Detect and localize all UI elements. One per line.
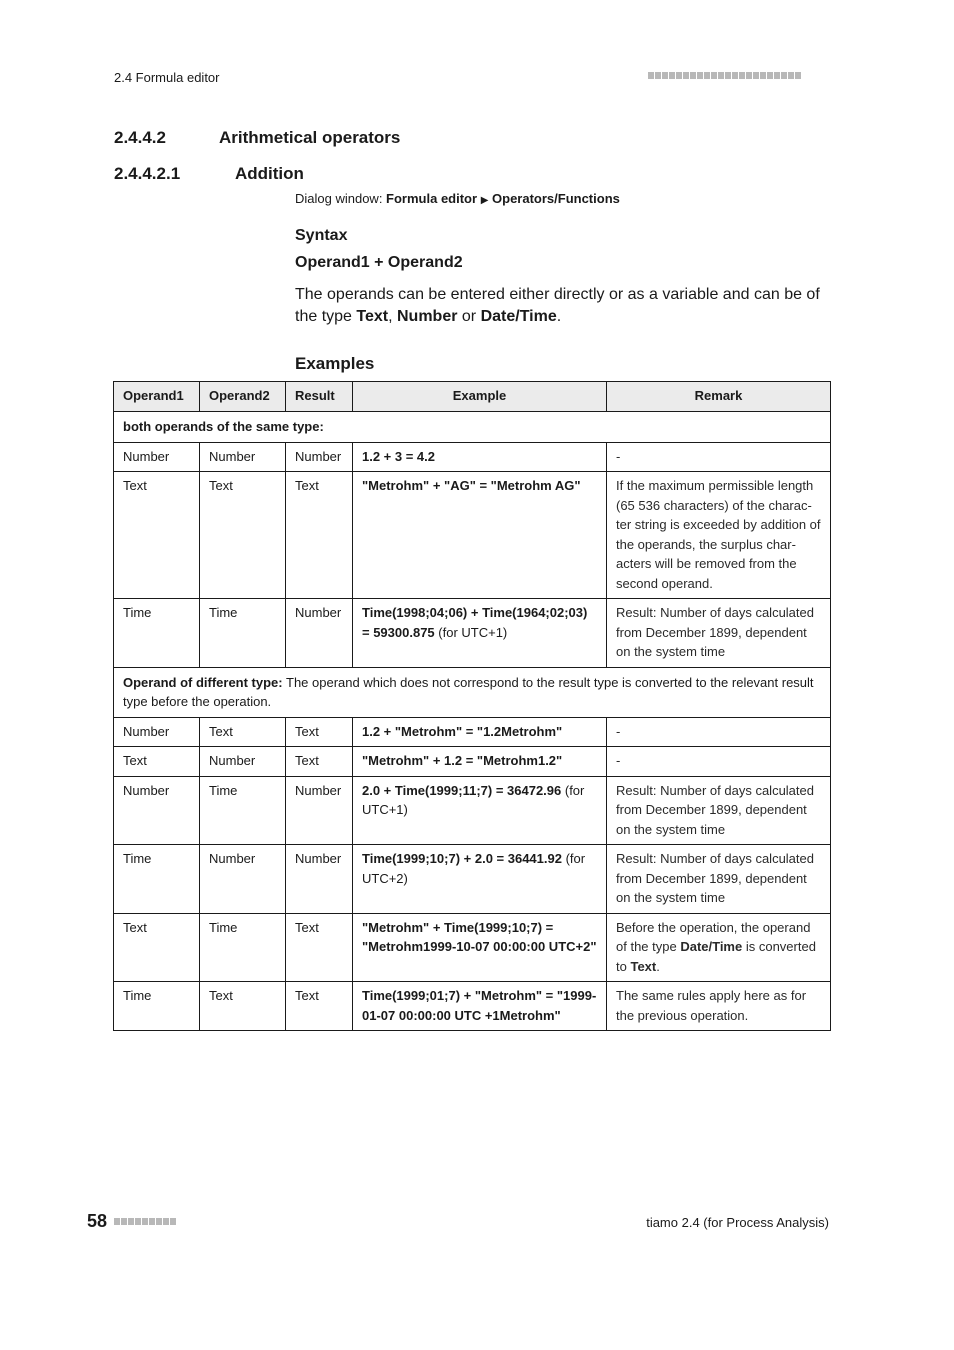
cell-operand1: Text <box>114 913 200 982</box>
cell-example <box>353 472 607 599</box>
syntax-heading: Syntax <box>295 227 348 244</box>
cell-operand1: Time <box>114 599 200 668</box>
header-operand2: Operand2 <box>200 382 286 412</box>
example-expression: 1.2 + 3 = 4.2 <box>362 448 436 464</box>
cell-remark: If the maximum permissible length (65 536 characters) of the character string is exceeded by addition of the operands, the surplus characters will be removed from the second operand. <box>607 472 831 599</box>
cell-operand2: Number <box>200 845 286 914</box>
decor-square <box>683 72 689 79</box>
remark-part: Text <box>630 958 657 974</box>
remark-part: . <box>656 958 660 974</box>
running-header: 2.4 Formula editor <box>114 70 220 85</box>
cell-remark: - <box>607 747 831 777</box>
cell-operand1: Text <box>114 472 200 599</box>
table-row <box>114 982 831 1031</box>
header-decoration <box>648 72 801 79</box>
table-row <box>114 747 831 777</box>
example-expression: "Metrohm" + Time(1999;10;7) = "Metrohm1999-10-07 00:00:00 UTC+2" <box>362 919 597 954</box>
decor-square <box>128 1218 134 1225</box>
example-note: (for UTC+2) <box>362 851 586 886</box>
cell-operand1: Time <box>114 845 200 914</box>
decor-square <box>725 72 731 79</box>
remark-part: Before the operation, the operand of the type <box>616 919 811 954</box>
table-row <box>114 599 831 668</box>
decor-square <box>767 72 773 79</box>
decor-square <box>746 72 752 79</box>
decor-square <box>690 72 696 79</box>
page-number: 58 <box>87 1211 108 1231</box>
cell-operand2: Text <box>200 717 286 747</box>
decor-square <box>732 72 738 79</box>
example-note: (for UTC+1) <box>434 624 508 640</box>
cell-operand1: Number <box>114 717 200 747</box>
decor-square <box>655 72 661 79</box>
cell-operand2: Time <box>200 776 286 845</box>
cell-remark: - <box>607 717 831 747</box>
decor-square <box>142 1218 148 1225</box>
cell-operand2: Time <box>200 913 286 982</box>
cell-result: Number <box>286 442 353 472</box>
group-row-different-type <box>114 667 831 717</box>
group-row-same-type <box>114 412 831 443</box>
cell-example <box>353 747 607 777</box>
header-operand1: Operand1 <box>114 382 200 412</box>
cell-operand2: Text <box>200 472 286 599</box>
cell-example <box>353 776 607 845</box>
cell-result: Text <box>286 747 353 777</box>
cell-operand2: Number <box>200 747 286 777</box>
decor-square <box>662 72 668 79</box>
cell-example <box>353 982 607 1031</box>
subsection-heading <box>114 164 304 184</box>
cell-operand2: Text <box>200 982 286 1031</box>
example-expression: "Metrohm" + "AG" = "Metrohm AG" <box>362 478 581 493</box>
cell-remark: Result: Number of days calculated from December 1899, dependent on the system time <box>607 776 831 845</box>
decor-square <box>156 1218 162 1225</box>
group-label-different-type <box>114 667 831 717</box>
cell-operand2: Number <box>200 442 286 472</box>
example-expression: Time(1998;04;06) + Time(1964;02;03) = 59300.875 <box>362 605 588 640</box>
decor-square <box>121 1218 127 1225</box>
cell-remark <box>607 913 831 982</box>
cell-example <box>353 845 607 914</box>
decor-square <box>774 72 780 79</box>
decor-square <box>753 72 759 79</box>
decor-square <box>114 1218 120 1225</box>
decor-square <box>711 72 717 79</box>
example-expression: Time(1999;10;7) + 2.0 = 36441.92 <box>362 851 562 866</box>
cell-result: Number <box>286 599 353 668</box>
cell-example <box>353 442 607 472</box>
table-row <box>114 913 831 982</box>
cell-example <box>353 599 607 668</box>
table-row <box>114 717 831 747</box>
cell-operand1: Number <box>114 776 200 845</box>
decor-square <box>676 72 682 79</box>
cell-remark: Result: Number of days calculated from December 1899, dependent on the system time <box>607 599 831 668</box>
cell-remark: The same rules apply here as for the previous operation. <box>607 982 831 1031</box>
cell-example <box>353 913 607 982</box>
cell-operand1: Text <box>114 747 200 777</box>
examples-heading: Examples <box>295 354 375 373</box>
decor-square <box>788 72 794 79</box>
group-label-text: The operand which does not correspond to the result type is converted to the relevant result type before the operation. <box>123 674 814 709</box>
dialog-prefix: Dialog window: <box>295 191 387 206</box>
cell-operand2: Time <box>200 599 286 668</box>
examples-table <box>113 381 831 1031</box>
example-expression: "Metrohm" + 1.2 = "Metrohm1.2" <box>362 753 563 768</box>
decor-square <box>704 72 710 79</box>
decor-square <box>697 72 703 79</box>
decor-square <box>760 72 766 79</box>
dialog-path <box>295 191 620 206</box>
example-expression: 1.2 + "Metrohm" = "1.2Metrohm" <box>362 723 563 739</box>
decor-square <box>170 1218 176 1225</box>
dialog-path-operators: Operators/Functions <box>492 191 620 206</box>
header-result: Result <box>286 382 353 412</box>
subsection-number: 2.4.4.2.1 <box>114 164 181 183</box>
decor-square <box>795 72 801 79</box>
cell-result: Text <box>286 717 353 747</box>
decor-square <box>781 72 787 79</box>
cell-result: Text <box>286 982 353 1031</box>
example-expression: Time(1999;01;7) + "Metrohm" = "1999-01-07 00:00:00 UTC +1Metrohm" <box>362 988 597 1023</box>
product-name: tiamo 2.4 (for Process Analysis) <box>646 1215 829 1230</box>
cell-operand1: Time <box>114 982 200 1031</box>
decor-square <box>648 72 654 79</box>
group-label-bold: Operand of different type: <box>123 674 283 690</box>
group-label-same-type: both operands of the same type: <box>114 412 831 443</box>
decor-square <box>135 1218 141 1225</box>
dialog-path-formula-editor: Formula editor <box>386 191 478 206</box>
subsection-title: Addition <box>235 164 304 183</box>
section-heading <box>114 128 400 148</box>
remark-part: is converted to <box>616 939 816 974</box>
cell-result: Number <box>286 845 353 914</box>
section-number: 2.4.4.2 <box>114 128 166 147</box>
arrow-right-icon: ▶ <box>480 195 489 206</box>
header-example: Example <box>353 382 607 412</box>
table-row <box>114 472 831 599</box>
header-remark: Remark <box>607 382 831 412</box>
table-row <box>114 442 831 472</box>
table-row <box>114 776 831 845</box>
cell-result: Number <box>286 776 353 845</box>
example-expression: 2.0 + Time(1999;11;7) = 36472.96 <box>362 782 562 798</box>
example-note: (for UTC+1) <box>362 782 585 817</box>
syntax-expression: Operand1 + Operand2 <box>295 254 463 271</box>
table-row <box>114 845 831 914</box>
cell-remark: Result: Number of days calculated from December 1899, dependent on the system time <box>607 845 831 914</box>
section-title: Arithmetical operators <box>219 128 401 147</box>
decor-square <box>739 72 745 79</box>
cell-operand1: Number <box>114 442 200 472</box>
decor-square <box>718 72 724 79</box>
cell-result: Text <box>286 472 353 599</box>
cell-example <box>353 717 607 747</box>
syntax-description: The operands can be entered either directly or as a variable and can be of the type Text, Number or Date/Time. <box>295 286 820 325</box>
decor-square <box>669 72 675 79</box>
table-header-row <box>114 382 831 412</box>
cell-result: Text <box>286 913 353 982</box>
remark-part: Date/Time <box>680 939 743 954</box>
footer-decoration <box>114 1218 176 1225</box>
decor-square <box>163 1218 169 1225</box>
decor-square <box>149 1218 155 1225</box>
cell-remark: - <box>607 442 831 472</box>
